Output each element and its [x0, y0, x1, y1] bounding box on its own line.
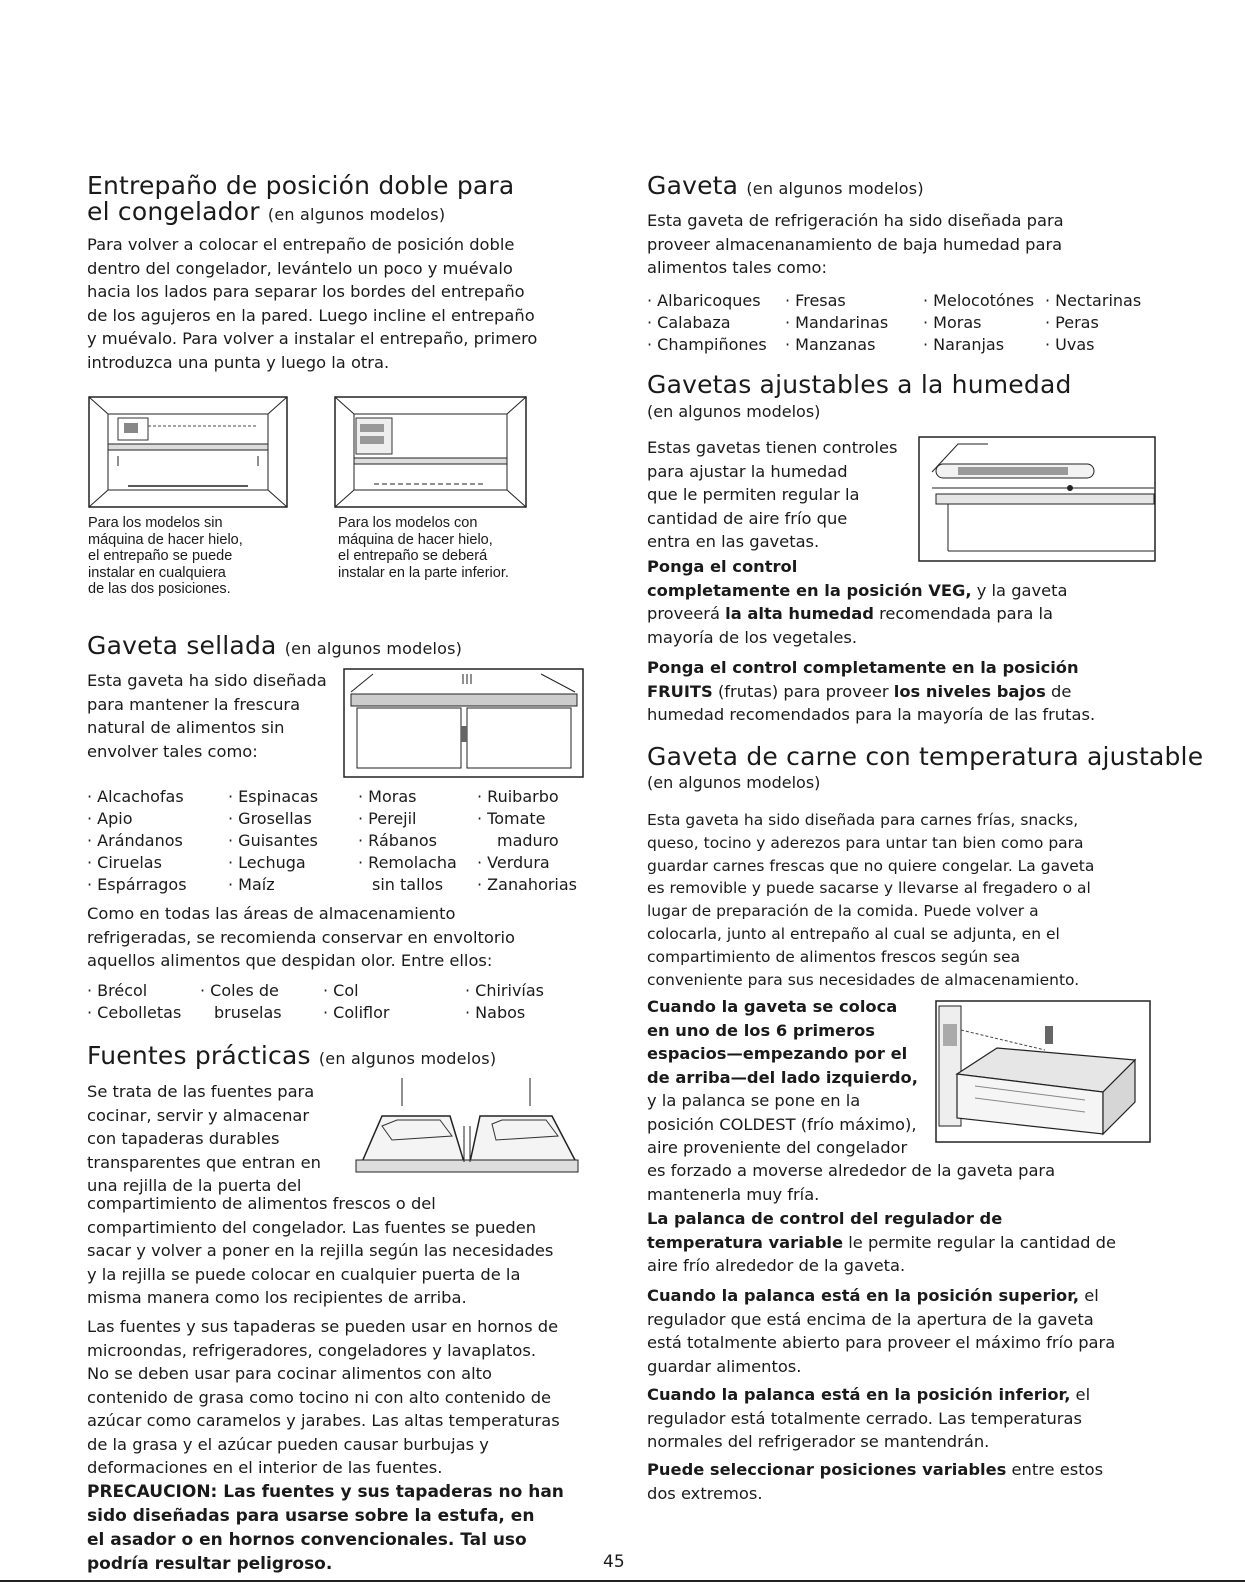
variable-positions-paragraph — [647, 1458, 1103, 1505]
list-item: · Arándanos — [87, 831, 183, 850]
list-item: · Perejil — [358, 809, 417, 828]
caption-with-icemaker — [338, 515, 509, 581]
list-item: · Peras — [1045, 313, 1099, 332]
page-number: 45 — [603, 1552, 625, 1572]
text-line: introduzca una punta y luego la otra. — [87, 352, 390, 372]
humidity-fruits-paragraph — [647, 656, 1095, 727]
text-line: cantidad de aire frío que — [647, 508, 848, 528]
caption-line: instalar en cualquiera — [88, 564, 226, 581]
text-line: sido diseñadas para usarse sobre la estufa, en — [87, 1506, 535, 1526]
list-item: · Coliflor — [323, 1003, 390, 1022]
text-line: y la rejilla se puede colocar en cualquier puerta de la — [87, 1264, 521, 1284]
text-line: azúcar como caramelos y jarabes. Las altas temperaturas — [87, 1411, 560, 1430]
list-item: · Lechuga — [228, 853, 306, 872]
caption-line: instalar en la parte inferior. — [338, 564, 509, 581]
caption-line: máquina de hacer hielo, — [338, 531, 493, 548]
text-line: Esta gaveta ha sido diseñada — [87, 671, 327, 690]
dishes-body2 — [87, 1315, 560, 1480]
text-line: FRUITS (frutas) para proveer los niveles bajos de — [647, 681, 1072, 701]
text-line: alimentos tales como: — [647, 258, 828, 277]
text-line: dos extremos. — [647, 1483, 763, 1503]
text-line: Se trata de las fuentes para — [87, 1082, 315, 1101]
text-line: espacios—empezando por el — [647, 1044, 908, 1063]
text-line: de arriba—del lado izquierdo, — [647, 1067, 918, 1087]
text-line: Cuando la palanca está en la posición inferior, el — [647, 1385, 1091, 1404]
text-line: mayoría de los vegetales. — [647, 627, 858, 647]
text-line: PRECAUCION: Las fuentes y sus tapaderas no han — [87, 1482, 564, 1502]
text-line: posición COLDEST (frío máximo), — [647, 1114, 917, 1134]
dishes-body-short — [87, 1080, 321, 1198]
text-line: guardar alimentos. — [647, 1356, 802, 1376]
caption-without-icemaker — [88, 515, 243, 598]
list-item: bruselas — [214, 1003, 282, 1022]
drawer-foods-col2 — [785, 290, 888, 356]
text-line: contenido de grasa como tocino ni con alto contenido de — [87, 1387, 552, 1407]
dishes-illustration — [352, 1076, 582, 1184]
text-line: envolver tales como: — [87, 741, 258, 761]
text-line: mantenerla muy fría. — [647, 1184, 820, 1204]
sealed-foods-col1 — [87, 786, 187, 896]
text-line: Como en todas las áreas de almacenamiento — [87, 904, 456, 923]
shelf-title-line1: Entrepaño de posición doble para — [87, 171, 515, 200]
text-line: está totalmente abierto para proveer el máximo frío para — [647, 1333, 1116, 1352]
list-item: · Col — [323, 981, 359, 1000]
list-item: · Zanahorias — [477, 875, 577, 894]
text-line: aquellos alimentos que despidan olor. Entre ellos: — [87, 951, 493, 970]
text-line: microondas, refrigeradores, congeladores y lavaplatos. — [87, 1340, 537, 1360]
sealed-drawer-body — [87, 669, 327, 763]
text-line: normales del refrigerador se mantendrán. — [647, 1432, 990, 1451]
text-line: de la grasa y el azúcar pueden causar burbujas y — [87, 1434, 489, 1454]
list-item: · Espárragos — [87, 875, 187, 894]
sealed-drawer-illustration — [343, 668, 584, 778]
text-line: podría resultar peligroso. — [87, 1554, 333, 1574]
humidity-note: (en algunos modelos) — [647, 402, 821, 421]
text-line: y muévalo. Para volver a instalar el entrepaño, primero — [87, 329, 538, 348]
odor-foods-col2 — [200, 980, 282, 1024]
list-item: · Guisantes — [228, 831, 318, 850]
lever-down-paragraph — [647, 1383, 1090, 1454]
text-line: colocarla, junto al entrepaño al cual se adjunta, en el — [647, 924, 1060, 943]
text-line: Puede seleccionar posiciones variables entre estos — [647, 1460, 1104, 1479]
sealed-foods-col4 — [477, 786, 577, 896]
humidity-body — [647, 436, 897, 554]
text-line: es forzado a moverse alrededor de la gaveta para — [647, 1161, 1056, 1180]
text-line: Cuando la palanca está en la posición superior, el — [647, 1286, 1099, 1305]
humidity-drawer-illustration — [918, 436, 1156, 562]
caption-line: Para los modelos con — [338, 515, 478, 531]
list-item: · Champiñones — [647, 335, 767, 354]
caption-line: el entrepaño se puede — [88, 548, 233, 564]
text-line: transparentes que entran en — [87, 1152, 321, 1172]
text-line: Ponga el control completamente en la posición — [647, 658, 1079, 677]
list-item: · Apio — [87, 809, 133, 828]
list-item: · Chirivías — [465, 981, 545, 1000]
drawer-title: Gaveta (en algunos modelos) — [647, 171, 924, 200]
list-item: · Naranjas — [923, 335, 1005, 354]
text-line: el asador o en hornos convencionales. Tal uso — [87, 1530, 527, 1550]
text-line: sacar y volver a poner en la rejilla según las necesidades — [87, 1241, 554, 1260]
sealed-drawer-title: Gaveta sellada (en algunos modelos) — [87, 631, 463, 660]
text-line: lugar de preparación de la comida. Puede volver a — [647, 902, 1039, 921]
odor-foods-col3 — [323, 980, 389, 1024]
list-item: · Moras — [358, 787, 417, 806]
list-item: · Espinacas — [228, 787, 319, 806]
text-line: deformaciones en el interior de las fuentes. — [87, 1458, 443, 1477]
text-line: Esta gaveta ha sido diseñada para carnes frías, snacks, — [647, 811, 1079, 829]
sealed-drawer-body2 — [87, 902, 515, 973]
meat-drawer-note: (en algunos modelos) — [647, 773, 821, 792]
list-item: · Uvas — [1045, 335, 1095, 354]
odor-foods-col1 — [87, 980, 181, 1024]
text-line: humedad recomendados para la mayoría de las frutas. — [647, 705, 1096, 724]
text-line: que le permiten regular la — [647, 485, 860, 504]
drawer-foods-col1 — [647, 290, 767, 356]
meat-drawer-body — [647, 809, 1094, 991]
list-item: · Verdura — [477, 853, 550, 872]
text-line: dentro del congelador, levántelo un poco y muévalo — [87, 258, 513, 278]
text-line: cocinar, servir y almacenar — [87, 1105, 310, 1125]
shelf-title-line2: el congelador (en algunos modelos) — [87, 197, 446, 226]
text-line: aire proveniente del congelador — [647, 1138, 908, 1157]
text-line: La palanca de control del regulador de — [647, 1209, 1003, 1228]
caption-line: de las dos posiciones. — [88, 581, 231, 597]
lever-paragraph — [647, 1207, 1116, 1278]
dishes-title: Fuentes prácticas (en algunos modelos) — [87, 1041, 497, 1070]
text-line: compartimiento de alimentos frescos o del — [87, 1194, 436, 1213]
drawer-body — [647, 209, 1064, 280]
text-line: misma manera como los recipientes de arriba. — [87, 1288, 467, 1307]
drawer-foods-col3 — [923, 290, 1034, 356]
list-item: · Ciruelas — [87, 853, 162, 872]
text-line: hacia los lados para separar los bordes del entrepaño — [87, 282, 525, 301]
text-line: compartimiento del congelador. Las fuentes se pueden — [87, 1217, 537, 1237]
caption-line: Para los modelos sin — [88, 515, 223, 531]
text-line: es removible y puede sacarse y llevarse al fregadero o al — [647, 879, 1091, 898]
lever-up-paragraph — [647, 1284, 1115, 1378]
list-item: · Mandarinas — [785, 313, 889, 332]
meat-drawer-after-bold — [647, 1089, 917, 1160]
text-line: aire frío alrededor de la gaveta. — [647, 1256, 906, 1275]
meat-drawer-illustration — [935, 1000, 1151, 1143]
drawer-foods-col4 — [1045, 290, 1141, 356]
list-item: · Remolacha — [358, 853, 457, 872]
text-line: regulador está totalmente cerrado. Las temperaturas — [647, 1408, 1082, 1428]
odor-foods-col4 — [465, 980, 544, 1024]
sealed-foods-col2 — [228, 786, 318, 896]
text-line: guardar carnes frescas que no quiere congelar. La gaveta — [647, 856, 1095, 875]
list-item: · Rábanos — [358, 831, 437, 850]
shelf-body — [87, 233, 537, 374]
list-item: sin tallos — [372, 875, 444, 894]
text-line: de los agujeros en la pared. Luego incline el entrepaño — [87, 305, 535, 325]
text-line: conveniente para sus necesidades de almacenamiento. — [647, 970, 1080, 989]
caption-line: máquina de hacer hielo, — [88, 531, 243, 548]
text-line: una rejilla de la puerta del — [87, 1176, 302, 1195]
text-line: Para volver a colocar el entrepaño de posición doble — [87, 235, 515, 254]
text-line: en uno de los 6 primeros — [647, 1020, 876, 1040]
humidity-title: Gavetas ajustables a la humedad — [647, 370, 1072, 399]
freezer-shelf-illustration-right — [334, 396, 527, 508]
list-item: · Ruibarbo — [477, 787, 559, 806]
text-line: Ponga el control — [647, 557, 798, 576]
list-item: · Calabaza — [647, 313, 731, 332]
list-item: · Manzanas — [785, 335, 876, 354]
list-item: · Alcachofas — [87, 787, 184, 806]
text-line: No se deben usar para cocinar alimentos con alto — [87, 1364, 493, 1383]
text-line: regulador que está encima de la apertura de la gaveta — [647, 1309, 1094, 1329]
text-line: queso, tocino y aderezos para untar tan bien como para — [647, 833, 1084, 852]
list-item: · Coles de — [200, 981, 279, 1000]
meat-drawer-bold-block — [647, 995, 918, 1089]
text-line: temperatura variable le permite regular la cantidad de — [647, 1232, 1117, 1252]
text-line: proveerá la alta humedad recomendada para la — [647, 604, 1053, 623]
list-item: · Grosellas — [228, 809, 312, 828]
text-line: con tapaderas durables — [87, 1129, 280, 1148]
text-line: Las fuentes y sus tapaderas se pueden usar en hornos de — [87, 1317, 559, 1336]
sealed-foods-col3 — [358, 786, 457, 896]
list-item: · Brécol — [87, 981, 148, 1000]
text-line: para ajustar la humedad — [647, 461, 848, 481]
list-item: · Nabos — [465, 1003, 526, 1022]
meat-drawer-after-full — [647, 1159, 1055, 1206]
page-bottom-rule — [0, 1580, 1245, 1582]
caption-line: el entrepaño se deberá — [338, 548, 488, 564]
list-item: · Maíz — [228, 875, 275, 894]
text-line: refrigeradas, se recomienda conservar en envoltorio — [87, 927, 516, 947]
text-line: natural de alimentos sin — [87, 718, 285, 737]
list-item: · Moras — [923, 313, 982, 332]
list-item: maduro — [497, 831, 559, 850]
text-line: compartimiento de alimentos frescos según sea — [647, 947, 1021, 966]
list-item: · Tomate — [477, 809, 546, 828]
list-item: · Fresas — [785, 291, 846, 310]
text-line: completamente en la posición VEG, y la gaveta — [647, 580, 1068, 600]
meat-drawer-title: Gaveta de carne con temperatura ajustable — [647, 742, 1204, 771]
list-item: · Albaricoques — [647, 291, 761, 310]
text-line: para mantener la frescura — [87, 694, 301, 714]
text-line: y la palanca se pone en la — [647, 1091, 861, 1110]
text-line: Estas gavetas tienen controles — [647, 438, 898, 457]
humidity-veg-paragraph — [647, 555, 1068, 649]
text-line: Esta gaveta de refrigeración ha sido diseñada para — [647, 211, 1064, 230]
text-line: Cuando la gaveta se coloca — [647, 997, 898, 1016]
text-line: entra en las gavetas. — [647, 532, 820, 551]
text-line: proveer almacenanamiento de baja humedad para — [647, 234, 1063, 254]
dishes-warning — [87, 1480, 564, 1576]
list-item: · Melocotónes — [923, 291, 1035, 310]
dishes-body-long — [87, 1192, 553, 1310]
freezer-shelf-illustration-left — [88, 396, 288, 508]
list-item: · Cebolletas — [87, 1003, 182, 1022]
list-item: · Nectarinas — [1045, 291, 1142, 310]
